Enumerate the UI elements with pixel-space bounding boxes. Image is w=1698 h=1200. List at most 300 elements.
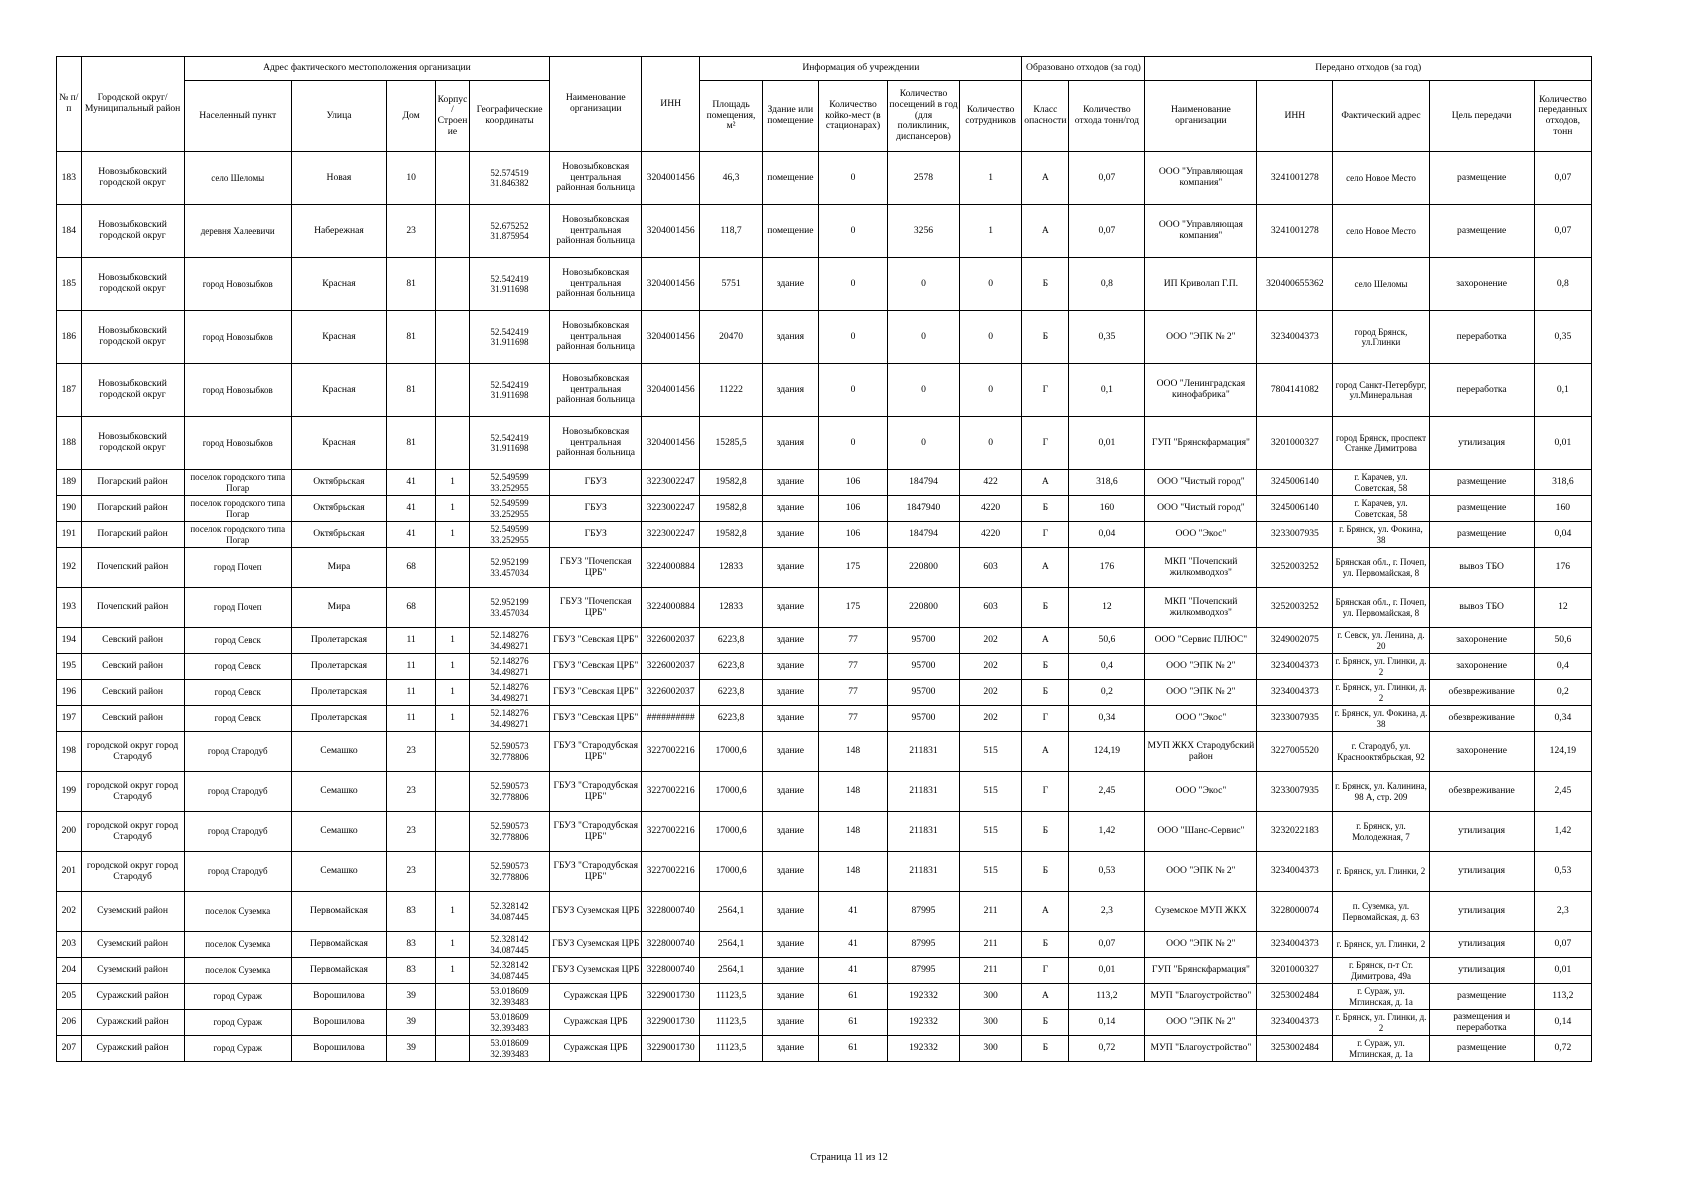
street-cell: Набережная xyxy=(291,205,386,258)
visits-cell: 184794 xyxy=(888,522,960,548)
visits-cell: 211831 xyxy=(888,732,960,772)
purpose-cell: утилизация xyxy=(1429,892,1534,932)
area-cell: 46,3 xyxy=(700,152,763,205)
recv-addr-cell: город Санкт-Петербург, ул.Минеральная xyxy=(1333,364,1429,417)
transferred-amount-cell: 113,2 xyxy=(1534,984,1591,1010)
house-cell: 83 xyxy=(387,892,436,932)
purpose-cell: размещение xyxy=(1429,152,1534,205)
visits-cell: 95700 xyxy=(888,706,960,732)
recv-name-cell: ООО "ЭПК № 2" xyxy=(1145,654,1257,680)
purpose-cell: вывоз ТБО xyxy=(1429,588,1534,628)
waste-amount-cell: 160 xyxy=(1069,496,1145,522)
visits-cell: 211831 xyxy=(888,772,960,812)
beds-cell: 0 xyxy=(818,311,887,364)
recv-addr-cell: г. Брянск, ул. Глинки, д. 2 xyxy=(1333,654,1429,680)
recv-inn-cell: 3252003252 xyxy=(1257,548,1333,588)
visits-cell: 192332 xyxy=(888,984,960,1010)
recv-name-cell: ГУП "Брянскфармация" xyxy=(1145,958,1257,984)
locality-cell: город Севск xyxy=(184,654,291,680)
inn-cell: 3227002216 xyxy=(642,852,700,892)
transferred-amount-cell: 0,4 xyxy=(1534,654,1591,680)
recv-addr-cell: г. Брянск, ул. Глинки, 2 xyxy=(1333,852,1429,892)
inn-cell: 3224000884 xyxy=(642,548,700,588)
staff-cell: 0 xyxy=(959,311,1022,364)
inn-cell: 3223002247 xyxy=(642,522,700,548)
recv-inn-cell: 3234004373 xyxy=(1257,311,1333,364)
district-cell: Новозыбковский городской округ xyxy=(81,311,184,364)
street-cell: Красная xyxy=(291,258,386,311)
recv-name-cell: ООО "Сервис ПЛЮС" xyxy=(1145,628,1257,654)
waste-amount-cell: 113,2 xyxy=(1069,984,1145,1010)
org-name-cell: Новозыбковская центральная районная больница xyxy=(550,311,642,364)
bldg-type-cell: помещение xyxy=(762,152,818,205)
waste-amount-cell: 50,6 xyxy=(1069,628,1145,654)
building-cell xyxy=(436,548,470,588)
house-cell: 39 xyxy=(387,1036,436,1062)
inn-cell: 3227002216 xyxy=(642,812,700,852)
street-cell: Семашко xyxy=(291,732,386,772)
recv-inn-cell: 3241001278 xyxy=(1257,205,1333,258)
purpose-cell: размещение xyxy=(1429,984,1534,1010)
table-body xyxy=(57,152,1592,1062)
building-cell xyxy=(436,588,470,628)
hazard-class-cell: Б xyxy=(1022,258,1069,311)
staff-cell: 300 xyxy=(959,1010,1022,1036)
house-cell: 11 xyxy=(387,654,436,680)
org-name-cell: ГБУЗ Суземская ЦРБ xyxy=(550,892,642,932)
transferred-amount-cell: 0,8 xyxy=(1534,258,1591,311)
transferred-amount-cell: 0,14 xyxy=(1534,1010,1591,1036)
header-staff: Количество сотрудников xyxy=(959,81,1022,152)
header-transferred-group: Передано отходов (за год) xyxy=(1145,57,1592,81)
house-cell: 39 xyxy=(387,984,436,1010)
hazard-class-cell: Б xyxy=(1022,932,1069,958)
district-cell: Погарский район xyxy=(81,522,184,548)
org-name-cell: ГБУЗ "Севская ЦРБ" xyxy=(550,680,642,706)
locality-cell: поселок городского типа Погар xyxy=(184,522,291,548)
waste-amount-cell: 2,3 xyxy=(1069,892,1145,932)
recv-name-cell: ГУП "Брянскфармация" xyxy=(1145,417,1257,470)
coords-cell: 52.590573 32.778806 xyxy=(469,812,550,852)
recv-inn-cell: 3249002075 xyxy=(1257,628,1333,654)
staff-cell: 211 xyxy=(959,958,1022,984)
building-cell xyxy=(436,152,470,205)
inn-cell: 3227002216 xyxy=(642,772,700,812)
row-number: 184 xyxy=(57,205,82,258)
locality-cell: город Стародуб xyxy=(184,812,291,852)
recv-inn-cell: 3234004373 xyxy=(1257,932,1333,958)
street-cell: Первомайская xyxy=(291,892,386,932)
table-row xyxy=(57,706,1592,732)
waste-amount-cell: 0,07 xyxy=(1069,932,1145,958)
recv-name-cell: МКП "Почепский жилкомводхоз" xyxy=(1145,548,1257,588)
recv-inn-cell: 3245006140 xyxy=(1257,470,1333,496)
area-cell: 15285,5 xyxy=(700,417,763,470)
area-cell: 17000,6 xyxy=(700,732,763,772)
bldg-type-cell: здание xyxy=(762,470,818,496)
area-cell: 17000,6 xyxy=(700,812,763,852)
staff-cell: 515 xyxy=(959,772,1022,812)
street-cell: Пролетарская xyxy=(291,654,386,680)
hazard-class-cell: А xyxy=(1022,548,1069,588)
house-cell: 23 xyxy=(387,205,436,258)
purpose-cell: размещение xyxy=(1429,470,1534,496)
hazard-class-cell: А xyxy=(1022,628,1069,654)
hazard-class-cell: Б xyxy=(1022,1036,1069,1062)
table-row xyxy=(57,1010,1592,1036)
row-number: 207 xyxy=(57,1036,82,1062)
table-row xyxy=(57,852,1592,892)
org-name-cell: ГБУЗ xyxy=(550,470,642,496)
bldg-type-cell: здание xyxy=(762,522,818,548)
recv-inn-cell: 3241001278 xyxy=(1257,152,1333,205)
inn-cell: ########## xyxy=(642,706,700,732)
street-cell: Семашко xyxy=(291,812,386,852)
row-number: 193 xyxy=(57,588,82,628)
street-cell: Октябрьская xyxy=(291,496,386,522)
building-cell xyxy=(436,364,470,417)
recv-name-cell: ООО "Экос" xyxy=(1145,772,1257,812)
org-name-cell: Новозыбковская центральная районная больница xyxy=(550,258,642,311)
locality-cell: город Почеп xyxy=(184,548,291,588)
row-number: 198 xyxy=(57,732,82,772)
recv-inn-cell: 3227005520 xyxy=(1257,732,1333,772)
house-cell: 23 xyxy=(387,772,436,812)
coords-cell: 52.328142 34.087445 xyxy=(469,958,550,984)
house-cell: 10 xyxy=(387,152,436,205)
transferred-amount-cell: 0,35 xyxy=(1534,311,1591,364)
street-cell: Ворошилова xyxy=(291,1036,386,1062)
recv-inn-cell: 3234004373 xyxy=(1257,1010,1333,1036)
beds-cell: 77 xyxy=(818,706,887,732)
header-beds: Количество койко-мест (в стационарах) xyxy=(818,81,887,152)
recv-inn-cell: 3232022183 xyxy=(1257,812,1333,852)
locality-cell: город Сураж xyxy=(184,1036,291,1062)
area-cell: 5751 xyxy=(700,258,763,311)
house-cell: 83 xyxy=(387,958,436,984)
district-cell: Новозыбковский городской округ xyxy=(81,258,184,311)
org-name-cell: Новозыбковская центральная районная больница xyxy=(550,417,642,470)
hazard-class-cell: Г xyxy=(1022,417,1069,470)
row-number: 187 xyxy=(57,364,82,417)
bldg-type-cell: здание xyxy=(762,1010,818,1036)
bldg-type-cell: здание xyxy=(762,732,818,772)
area-cell: 20470 xyxy=(700,311,763,364)
house-cell: 83 xyxy=(387,932,436,958)
district-cell: Суземский район xyxy=(81,958,184,984)
transferred-amount-cell: 0,53 xyxy=(1534,852,1591,892)
waste-amount-cell: 0,04 xyxy=(1069,522,1145,548)
building-cell: 1 xyxy=(436,496,470,522)
org-name-cell: ГБУЗ "Стародубская ЦРБ" xyxy=(550,812,642,852)
inn-cell: 3229001730 xyxy=(642,1036,700,1062)
org-name-cell: ГБУЗ xyxy=(550,522,642,548)
table-row xyxy=(57,417,1592,470)
transferred-amount-cell: 0,34 xyxy=(1534,706,1591,732)
recv-addr-cell: город Брянск, ул.Глинки xyxy=(1333,311,1429,364)
inn-cell: 3226002037 xyxy=(642,628,700,654)
hazard-class-cell: Г xyxy=(1022,958,1069,984)
recv-name-cell: МУП ЖКХ Стародубский район xyxy=(1145,732,1257,772)
waste-amount-cell: 0,2 xyxy=(1069,680,1145,706)
district-cell: городской округ город Стародуб xyxy=(81,772,184,812)
coords-cell: 53.018609 32.393483 xyxy=(469,1036,550,1062)
inn-cell: 3204001456 xyxy=(642,258,700,311)
row-number: 194 xyxy=(57,628,82,654)
district-cell: Суземский район xyxy=(81,932,184,958)
building-cell xyxy=(436,417,470,470)
beds-cell: 77 xyxy=(818,654,887,680)
street-cell: Мира xyxy=(291,548,386,588)
row-number: 201 xyxy=(57,852,82,892)
locality-cell: город Севск xyxy=(184,706,291,732)
beds-cell: 61 xyxy=(818,984,887,1010)
table-row xyxy=(57,1036,1592,1062)
waste-report-table xyxy=(56,56,1592,1062)
visits-cell: 0 xyxy=(888,311,960,364)
area-cell: 19582,8 xyxy=(700,522,763,548)
header-area: Площадь помещения, м² xyxy=(700,81,763,152)
header-locality: Населенный пункт xyxy=(184,81,291,152)
coords-cell: 52.952199 33.457034 xyxy=(469,548,550,588)
coords-cell: 53.018609 32.393483 xyxy=(469,1010,550,1036)
area-cell: 11222 xyxy=(700,364,763,417)
locality-cell: село Шеломы xyxy=(184,152,291,205)
street-cell: Красная xyxy=(291,417,386,470)
locality-cell: город Стародуб xyxy=(184,852,291,892)
staff-cell: 202 xyxy=(959,706,1022,732)
recv-inn-cell: 3253002484 xyxy=(1257,1036,1333,1062)
transferred-amount-cell: 0,01 xyxy=(1534,958,1591,984)
coords-cell: 52.590573 32.778806 xyxy=(469,732,550,772)
org-name-cell: Новозыбковская центральная районная больница xyxy=(550,364,642,417)
hazard-class-cell: Б xyxy=(1022,311,1069,364)
row-number: 200 xyxy=(57,812,82,852)
transferred-amount-cell: 0,01 xyxy=(1534,417,1591,470)
coords-cell: 53.018609 32.393483 xyxy=(469,984,550,1010)
area-cell: 2564,1 xyxy=(700,932,763,958)
recv-addr-cell: г. Брянск, ул. Глинки, 2 xyxy=(1333,932,1429,958)
header-address-group: Адрес фактического местоположения организации xyxy=(184,57,550,81)
recv-inn-cell: 3233007935 xyxy=(1257,522,1333,548)
org-name-cell: ГБУЗ "Севская ЦРБ" xyxy=(550,654,642,680)
transferred-amount-cell: 0,1 xyxy=(1534,364,1591,417)
waste-amount-cell: 0,01 xyxy=(1069,958,1145,984)
recv-name-cell: ООО "Экос" xyxy=(1145,706,1257,732)
house-cell: 41 xyxy=(387,522,436,548)
visits-cell: 95700 xyxy=(888,628,960,654)
bldg-type-cell: здание xyxy=(762,548,818,588)
district-cell: Суземский район xyxy=(81,892,184,932)
area-cell: 2564,1 xyxy=(700,892,763,932)
district-cell: Погарский район xyxy=(81,496,184,522)
inn-cell: 3226002037 xyxy=(642,680,700,706)
visits-cell: 0 xyxy=(888,258,960,311)
house-cell: 41 xyxy=(387,470,436,496)
recv-name-cell: ООО "Чистый город" xyxy=(1145,496,1257,522)
building-cell xyxy=(436,258,470,311)
header-recv-addr: Фактический адрес xyxy=(1333,81,1429,152)
transferred-amount-cell: 1,42 xyxy=(1534,812,1591,852)
beds-cell: 148 xyxy=(818,772,887,812)
locality-cell: поселок городского типа Погар xyxy=(184,470,291,496)
org-name-cell: ГБУЗ "Севская ЦРБ" xyxy=(550,628,642,654)
building-cell xyxy=(436,732,470,772)
waste-amount-cell: 0,8 xyxy=(1069,258,1145,311)
transferred-amount-cell: 318,6 xyxy=(1534,470,1591,496)
staff-cell: 4220 xyxy=(959,522,1022,548)
inn-cell: 3229001730 xyxy=(642,1010,700,1036)
street-cell: Октябрьская xyxy=(291,522,386,548)
recv-inn-cell: 3201000327 xyxy=(1257,417,1333,470)
row-number: 195 xyxy=(57,654,82,680)
table-row xyxy=(57,772,1592,812)
locality-cell: город Стародуб xyxy=(184,732,291,772)
recv-addr-cell: г. Брянск, ул. Молодежная, 7 xyxy=(1333,812,1429,852)
header-house: Дом xyxy=(387,81,436,152)
house-cell: 81 xyxy=(387,311,436,364)
waste-amount-cell: 0,01 xyxy=(1069,417,1145,470)
row-number: 186 xyxy=(57,311,82,364)
locality-cell: поселок Суземка xyxy=(184,892,291,932)
inn-cell: 3228000740 xyxy=(642,958,700,984)
purpose-cell: размещения и переработка xyxy=(1429,1010,1534,1036)
beds-cell: 77 xyxy=(818,628,887,654)
transferred-amount-cell: 12 xyxy=(1534,588,1591,628)
coords-cell: 52.148276 34.498271 xyxy=(469,706,550,732)
coords-cell: 52.542419 31.911698 xyxy=(469,311,550,364)
street-cell: Семашко xyxy=(291,772,386,812)
org-name-cell: ГБУЗ Суземская ЦРБ xyxy=(550,958,642,984)
coords-cell: 52.148276 34.498271 xyxy=(469,680,550,706)
inn-cell: 3204001456 xyxy=(642,152,700,205)
table-row xyxy=(57,984,1592,1010)
hazard-class-cell: Б xyxy=(1022,812,1069,852)
staff-cell: 4220 xyxy=(959,496,1022,522)
waste-amount-cell: 124,19 xyxy=(1069,732,1145,772)
transferred-amount-cell: 2,3 xyxy=(1534,892,1591,932)
recv-name-cell: ООО "Чистый город" xyxy=(1145,470,1257,496)
staff-cell: 515 xyxy=(959,852,1022,892)
recv-name-cell: Суземское МУП ЖКХ xyxy=(1145,892,1257,932)
waste-amount-cell: 0,72 xyxy=(1069,1036,1145,1062)
hazard-class-cell: Б xyxy=(1022,654,1069,680)
header-waste-amount: Количество отхода тонн/год xyxy=(1069,81,1145,152)
staff-cell: 300 xyxy=(959,984,1022,1010)
header-coords: Географические координаты xyxy=(469,81,550,152)
org-name-cell: Суражская ЦРБ xyxy=(550,984,642,1010)
transferred-amount-cell: 0,72 xyxy=(1534,1036,1591,1062)
recv-inn-cell: 3201000327 xyxy=(1257,958,1333,984)
beds-cell: 175 xyxy=(818,548,887,588)
staff-cell: 211 xyxy=(959,932,1022,958)
coords-cell: 52.675252 31.875954 xyxy=(469,205,550,258)
area-cell: 12833 xyxy=(700,548,763,588)
row-number: 203 xyxy=(57,932,82,958)
beds-cell: 41 xyxy=(818,958,887,984)
bldg-type-cell: здание xyxy=(762,258,818,311)
waste-amount-cell: 0,35 xyxy=(1069,311,1145,364)
header-bldg-type: Здание или помещение xyxy=(762,81,818,152)
area-cell: 6223,8 xyxy=(700,654,763,680)
purpose-cell: захоронение xyxy=(1429,732,1534,772)
house-cell: 68 xyxy=(387,588,436,628)
bldg-type-cell: здание xyxy=(762,958,818,984)
hazard-class-cell: А xyxy=(1022,984,1069,1010)
staff-cell: 515 xyxy=(959,732,1022,772)
visits-cell: 211831 xyxy=(888,812,960,852)
visits-cell: 87995 xyxy=(888,892,960,932)
recv-name-cell: ООО "Управляющая компания" xyxy=(1145,205,1257,258)
inn-cell: 3204001456 xyxy=(642,364,700,417)
purpose-cell: размещение xyxy=(1429,496,1534,522)
district-cell: городской округ город Стародуб xyxy=(81,812,184,852)
house-cell: 41 xyxy=(387,496,436,522)
coords-cell: 52.148276 34.498271 xyxy=(469,654,550,680)
row-number: 185 xyxy=(57,258,82,311)
visits-cell: 211831 xyxy=(888,852,960,892)
beds-cell: 0 xyxy=(818,205,887,258)
area-cell: 11123,5 xyxy=(700,984,763,1010)
transferred-amount-cell: 124,19 xyxy=(1534,732,1591,772)
street-cell: Ворошилова xyxy=(291,1010,386,1036)
district-cell: Суражский район xyxy=(81,1036,184,1062)
building-cell xyxy=(436,812,470,852)
hazard-class-cell: Б xyxy=(1022,496,1069,522)
org-name-cell: Суражская ЦРБ xyxy=(550,1036,642,1062)
house-cell: 81 xyxy=(387,364,436,417)
visits-cell: 0 xyxy=(888,417,960,470)
area-cell: 19582,8 xyxy=(700,496,763,522)
purpose-cell: вывоз ТБО xyxy=(1429,548,1534,588)
street-cell: Красная xyxy=(291,311,386,364)
street-cell: Мира xyxy=(291,588,386,628)
coords-cell: 52.549599 33.252955 xyxy=(469,470,550,496)
locality-cell: поселок Суземка xyxy=(184,932,291,958)
recv-addr-cell: г. Брянск, п-т Ст. Димитрова, 49а xyxy=(1333,958,1429,984)
staff-cell: 1 xyxy=(959,205,1022,258)
coords-cell: 52.574519 31.846382 xyxy=(469,152,550,205)
coords-cell: 52.549599 33.252955 xyxy=(469,496,550,522)
inn-cell: 3204001456 xyxy=(642,311,700,364)
building-cell xyxy=(436,311,470,364)
recv-name-cell: МУП "Благоустройство" xyxy=(1145,984,1257,1010)
recv-name-cell: ООО "ЭПК № 2" xyxy=(1145,311,1257,364)
inn-cell: 3228000740 xyxy=(642,932,700,958)
inn-cell: 3226002037 xyxy=(642,654,700,680)
inn-cell: 3223002247 xyxy=(642,470,700,496)
bldg-type-cell: здание xyxy=(762,932,818,958)
staff-cell: 0 xyxy=(959,364,1022,417)
bldg-type-cell: здания xyxy=(762,311,818,364)
recv-inn-cell: 3233007935 xyxy=(1257,772,1333,812)
recv-addr-cell: г. Брянск, ул. Глинки, д. 2 xyxy=(1333,680,1429,706)
visits-cell: 87995 xyxy=(888,932,960,958)
district-cell: Погарский район xyxy=(81,470,184,496)
locality-cell: город Новозыбков xyxy=(184,364,291,417)
recv-name-cell: ООО "ЭПК № 2" xyxy=(1145,932,1257,958)
street-cell: Октябрьская xyxy=(291,470,386,496)
recv-addr-cell: г. Сураж, ул. Мглинская, д. 1а xyxy=(1333,1036,1429,1062)
purpose-cell: обезвреживание xyxy=(1429,680,1534,706)
waste-amount-cell: 2,45 xyxy=(1069,772,1145,812)
district-cell: Новозыбковский городской округ xyxy=(81,417,184,470)
building-cell xyxy=(436,772,470,812)
visits-cell: 184794 xyxy=(888,470,960,496)
recv-inn-cell: 3245006140 xyxy=(1257,496,1333,522)
street-cell: Пролетарская xyxy=(291,628,386,654)
staff-cell: 202 xyxy=(959,680,1022,706)
